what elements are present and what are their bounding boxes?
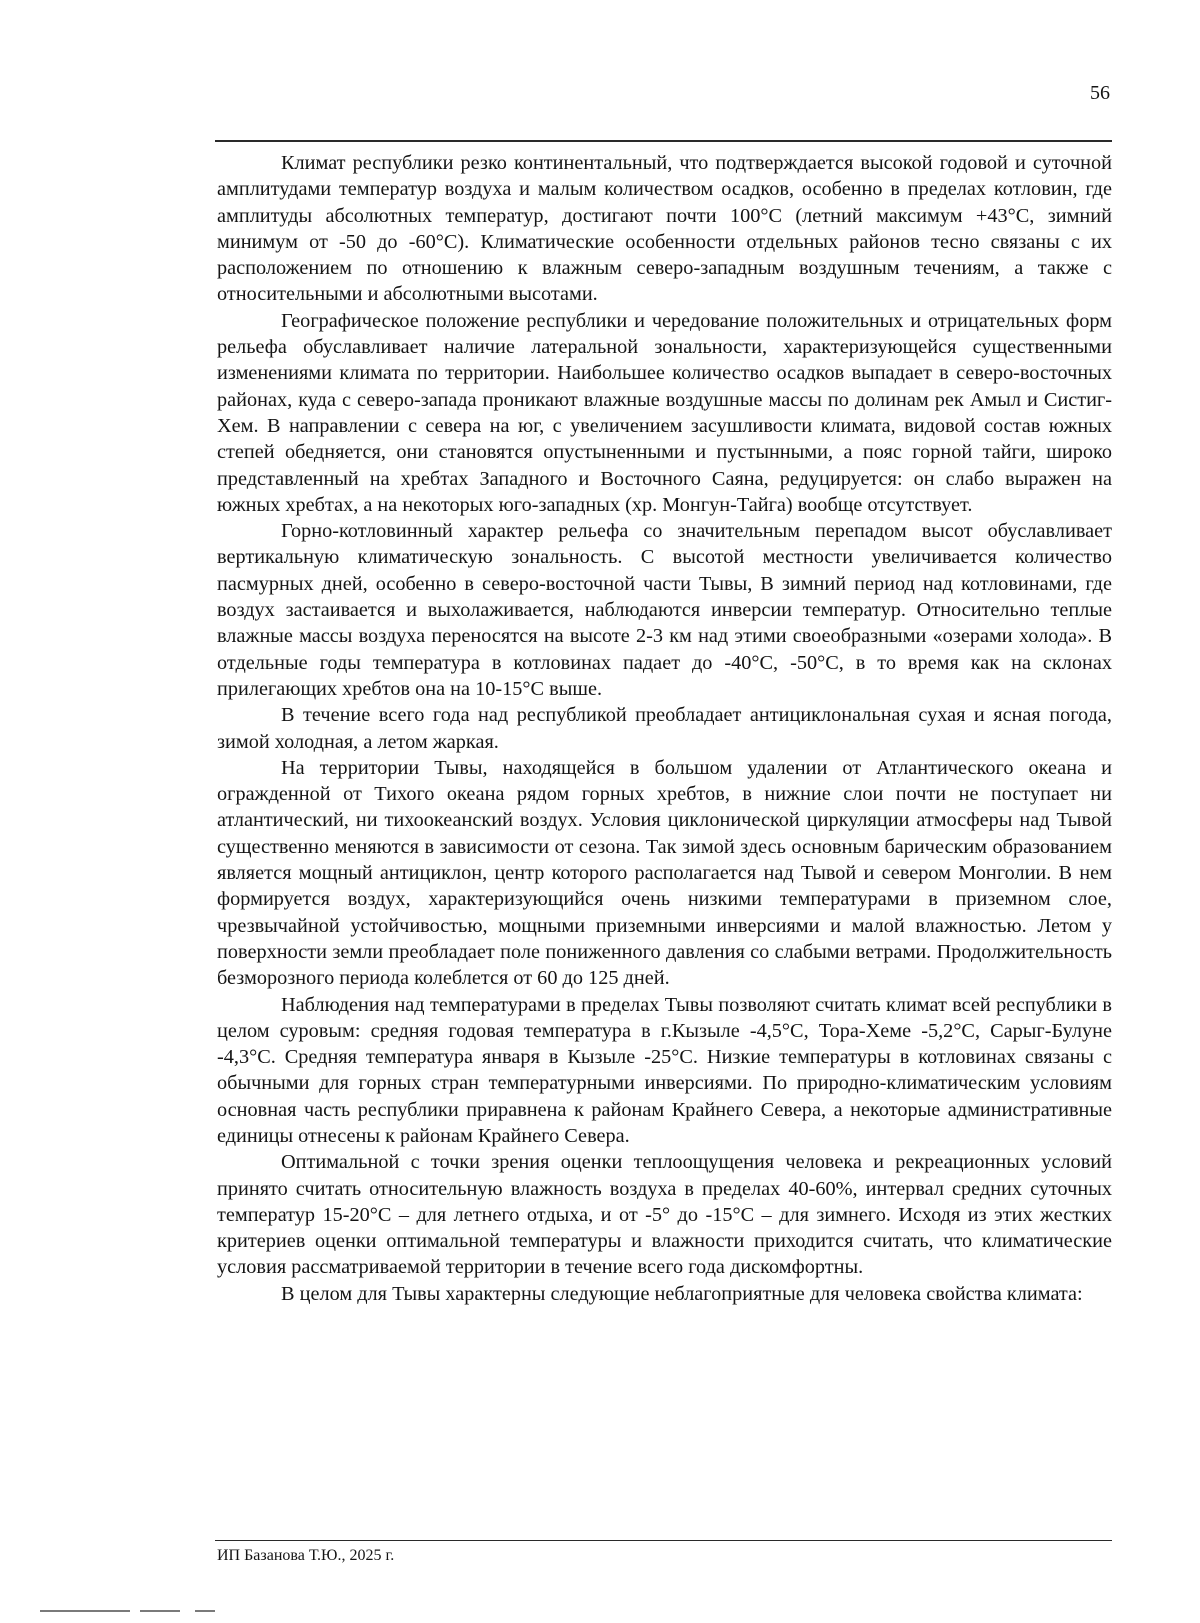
paragraph: Климат республики резко континентальный, что подтверждается высокой годовой и суточной амплитудами температур воздуха и малым количеством осадков, особенно в пределах котловин, где амплитуды абсолютных температур, достигают почти 100°С (летний максимум +43°С, зимний минимум от -50 до -60°С). Климатические особенности отдельных районов тесно связаны с их расположением по отношению к влажным северо-западным воздушным течениям, а также с относительными и абсолютными высотами. [217, 152, 1112, 306]
scan-artifact [195, 1610, 215, 1612]
paragraph: В целом для Тывы характерны следующие неблагоприятные для человека свойства климата: [281, 1282, 1083, 1305]
footer-text: ИП Базанова Т.Ю., 2025 г. [217, 1547, 395, 1564]
paragraph: Географическое положение республики и чередование положительных и отрицательных форм рельефа обуславливает наличие латеральной зональности, характеризующейся существенными изменениями климата по территории. Наибольшее количество осадков выпадает в северо-восточных районах, куда с северо-запада проникают влажные воздушные массы по долинам рек Амыл и Систиг-Хем. В направлении с севера на юг, с увеличением засушливости климата, видовой состав южных степей обедняется, они становятся опустыненными и пустынными, а пояс горной тайги, широко представленный на хребтах Западного и Восточного Саяна, редуцируется: он слабо выражен на южных хребтах, а на некоторых юго-западных (хр. Монгун-Тайга) вообще отсутствует. [217, 309, 1112, 516]
header-divider [215, 140, 1112, 142]
paragraph: В течение всего года над республикой преобладает антициклональная сухая и ясная погода, зимой холодная, а летом жаркая. [217, 704, 1112, 753]
paragraph: Наблюдения над температурами в пределах Тывы позволяют считать климат всей республики в целом суровым: средняя годовая температура в г.Кызыле -4,5°С, Тора-Хеме -5,2°С, Сарыг-Булуне -4,3°С. Средняя температура января в Кызыле -25°С. Низкие температуры в котловинах связаны с обычными для горных стран температурными инверсиями. По природно-климатическим условиям основная часть республики приравнена к районам Крайнего Севера, а некоторые административные единицы отнесены к районам Крайнего Севера. [217, 993, 1112, 1147]
paragraph: Оптимальной с точки зрения оценки теплоощущения человека и рекреационных условий принято считать относительную влажность воздуха в пределах 40-60%, интервал средних суточных температур 15-20°С – для летнего отдыха, и от -5° до -15°С – для зимнего. Исходя из этих жестких критериев оценки оптимальной температуры и влажности приходится считать, что климатические условия рассматриваемой территории в течение всего года дискомфортны. [217, 1151, 1112, 1279]
paragraph: На территории Тывы, находящейся в большом удалении от Атлантического океана и огражденной от Тихого океана рядом горных хребтов, в нижние слои почти не поступает ни атлантический, ни тихоокеанский воздух. Условия циклонической циркуляции атмосферы над Тывой существенно меняются в зависимости от сезона. Так зимой здесь основным барическим образованием является мощный антициклон, центр которого располагается над Тывой и севером Монголии. В нем формируется воздух, характеризующийся очень низкими температурами в приземном слое, чрезвычайной устойчивостью, мощными приземными инверсиями и малой влажностью. Летом у поверхности земли преобладает поле пониженного давления со слабыми ветрами. Продолжительность безморозного периода колеблется от 60 до 125 дней. [217, 756, 1112, 990]
document-body [217, 150, 1112, 1307]
paragraph: Горно-котловинный характер рельефа со значительным перепадом высот обуславливает вертикальную климатическую зональность. С высотой местности увеличивается количество пасмурных дней, особенно в северо-восточной части Тывы, В зимний период над котловинами, где воздух застаивается и выхолаживается, наблюдаются инверсии температур. Относительно теплые влажные массы воздуха переносятся на высоте 2-3 км над этими своеобразными «озерами холода». В отдельные годы температура в котловинах падает до -40°С, -50°С, в то время как на склонах прилегающих хребтов она на 10-15°С выше. [217, 520, 1112, 700]
footer-divider [215, 1540, 1112, 1541]
page-number: 56 [1090, 82, 1110, 104]
scan-artifact [140, 1610, 180, 1612]
scan-artifact [40, 1610, 130, 1612]
